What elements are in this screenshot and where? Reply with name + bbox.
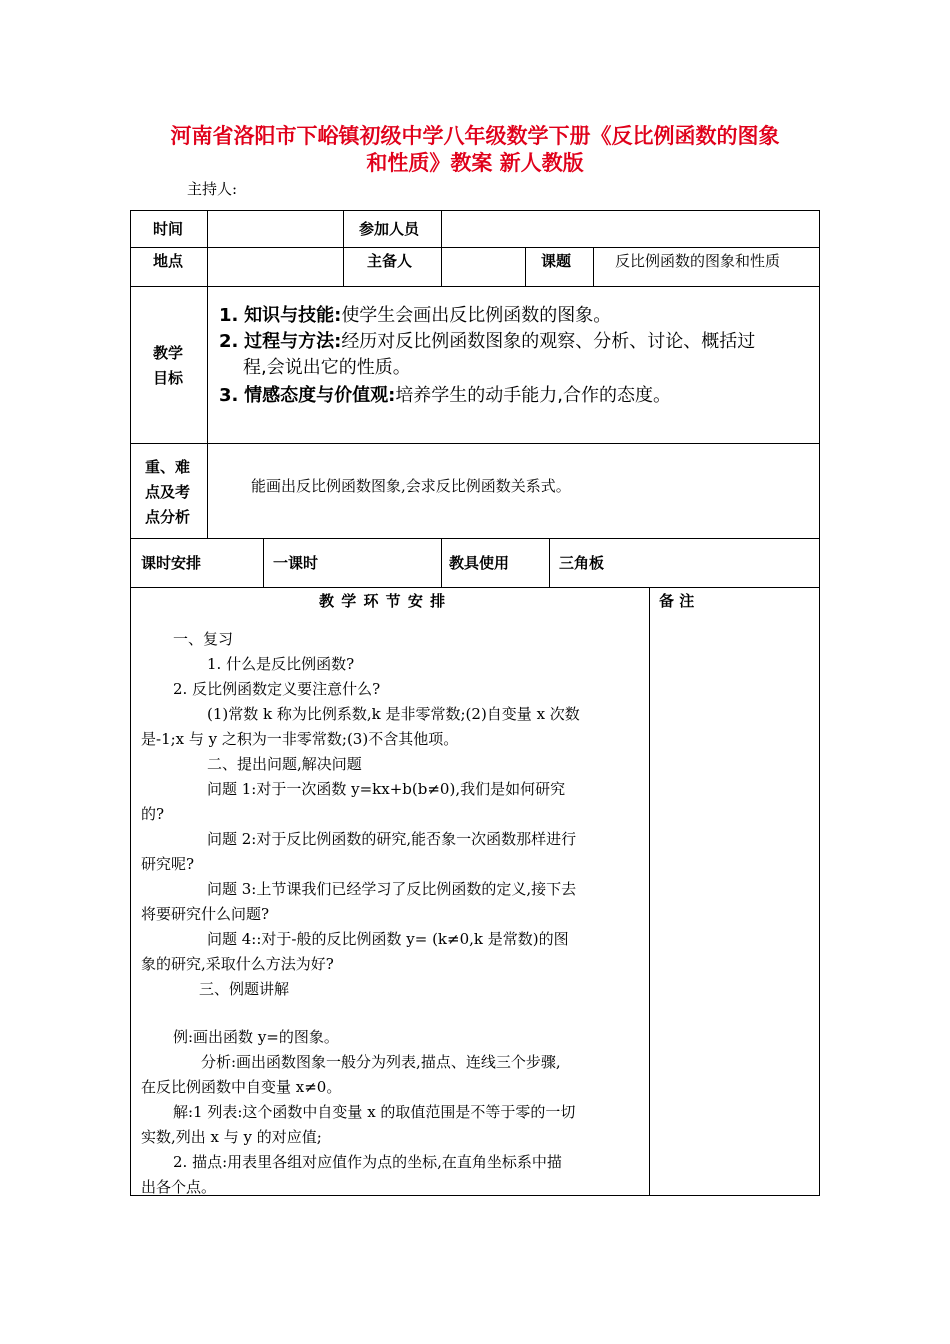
teaching-line: 出各个点。 bbox=[141, 1178, 217, 1196]
column-divider bbox=[441, 211, 442, 286]
teaching-line: 问题 3:上节课我们已经学习了反比例函数的定义,接下去 bbox=[207, 880, 577, 898]
column-divider bbox=[343, 211, 344, 286]
teaching-line: 将要研究什么问题? bbox=[141, 905, 270, 923]
focus-label-line: 点分析 bbox=[145, 508, 191, 526]
column-divider bbox=[263, 538, 264, 587]
goal-item-1 bbox=[219, 303, 611, 329]
teaching-line: 解:1 列表:这个函数中自变量 x 的取值范围是不等于零的一切 bbox=[173, 1103, 576, 1121]
document-title-line-2: 和性质》教案 新人教版 bbox=[366, 151, 584, 175]
place-label: 地点 bbox=[153, 252, 184, 270]
host-label: 主持人: bbox=[187, 180, 238, 198]
goal-heading: 过程与方法: bbox=[244, 331, 342, 352]
goal-number: 2. bbox=[219, 331, 239, 352]
column-divider bbox=[649, 587, 650, 1195]
column-divider bbox=[549, 538, 550, 587]
teaching-line: 是-1;x 与 y 之积为一非零常数;(3)不含其他项。 bbox=[141, 730, 459, 748]
teaching-line: 一、复习 bbox=[173, 630, 234, 648]
teaching-heading: 教 学 环 节 安 排 bbox=[319, 592, 447, 610]
goal-heading: 情感态度与价值观: bbox=[244, 385, 396, 406]
teaching-line: 问题 4::对于-般的反比例函数 y= (k≠0,k 是常数)的图 bbox=[207, 930, 569, 948]
goal-number: 1. bbox=[219, 305, 239, 326]
tools-label: 教具使用 bbox=[449, 554, 510, 572]
teaching-line: 实数,列出 x 与 y 的对应值; bbox=[141, 1128, 322, 1146]
teaching-line: 2. 描点:用表里各组对应值作为点的坐标,在直角坐标系中描 bbox=[173, 1153, 562, 1171]
row-divider bbox=[131, 587, 819, 588]
notes-heading: 备 注 bbox=[659, 592, 695, 610]
focus-label-line: 点及考 bbox=[145, 483, 191, 501]
time-label: 时间 bbox=[153, 220, 184, 238]
participants-label: 参加人员 bbox=[359, 220, 420, 238]
lesson-plan-table bbox=[130, 210, 820, 1196]
goal-text: 使学生会画出反比例函数的图象。 bbox=[341, 305, 612, 326]
teaching-line: 例:画出函数 y=的图象。 bbox=[173, 1028, 339, 1046]
teaching-line: 分析:画出函数图象一般分为列表,描点、连线三个步骤, bbox=[201, 1053, 561, 1071]
goal-text: 经历对反比例函数图象的观察、分析、讨论、概括过 bbox=[341, 331, 756, 352]
topic-value: 反比例函数的图象和性质 bbox=[615, 252, 781, 270]
preparer-label: 主备人 bbox=[367, 252, 413, 270]
column-divider bbox=[207, 211, 208, 538]
tools-value: 三角板 bbox=[559, 554, 605, 572]
hours-value: 一课时 bbox=[273, 554, 319, 572]
column-divider bbox=[525, 247, 526, 286]
teaching-line: 1. 什么是反比例函数? bbox=[207, 655, 355, 673]
focus-text: 能画出反比例函数图象,会求反比例函数关系式。 bbox=[251, 477, 571, 495]
teaching-line: 在反比例函数中自变量 x≠0。 bbox=[141, 1078, 342, 1096]
goal-number: 3. bbox=[219, 385, 239, 406]
row-divider bbox=[131, 443, 819, 444]
teaching-line: 问题 1:对于一次函数 y=kx+b(b≠0),我们是如何研究 bbox=[207, 780, 566, 798]
teaching-line: (1)常数 k 称为比例系数,k 是非零常数;(2)自变量 x 次数 bbox=[207, 705, 580, 723]
focus-label-line: 重、难 bbox=[145, 458, 191, 476]
teaching-line: 三、例题讲解 bbox=[199, 980, 290, 998]
teaching-line: 的? bbox=[141, 805, 165, 823]
goal-item-3 bbox=[219, 383, 671, 409]
goals-label: 教学 目标 bbox=[153, 344, 184, 387]
teaching-line: 问题 2:对于反比例函数的研究,能否象一次函数那样进行 bbox=[207, 830, 577, 848]
goal-item-2-continued: 程,会说出它的性质。 bbox=[243, 357, 411, 378]
goal-heading: 知识与技能: bbox=[244, 305, 342, 326]
teaching-line: 二、提出问题,解决问题 bbox=[207, 755, 362, 773]
teaching-line: 象的研究,采取什么方法为好? bbox=[141, 955, 334, 973]
row-divider bbox=[131, 286, 819, 287]
topic-label: 课题 bbox=[541, 252, 572, 270]
document-title-line-1: 河南省洛阳市下峪镇初级中学八年级数学下册《反比例函数的图象 bbox=[170, 124, 780, 148]
column-divider bbox=[441, 538, 442, 587]
teaching-line: 研究呢? bbox=[141, 855, 195, 873]
row-divider bbox=[131, 247, 819, 248]
row-divider bbox=[131, 538, 819, 539]
hours-label: 课时安排 bbox=[141, 554, 202, 572]
goal-text: 培养学生的动手能力,合作的态度。 bbox=[395, 385, 672, 406]
teaching-line: 2. 反比例函数定义要注意什么? bbox=[173, 680, 381, 698]
goal-item-2 bbox=[219, 329, 755, 355]
column-divider bbox=[593, 247, 594, 286]
